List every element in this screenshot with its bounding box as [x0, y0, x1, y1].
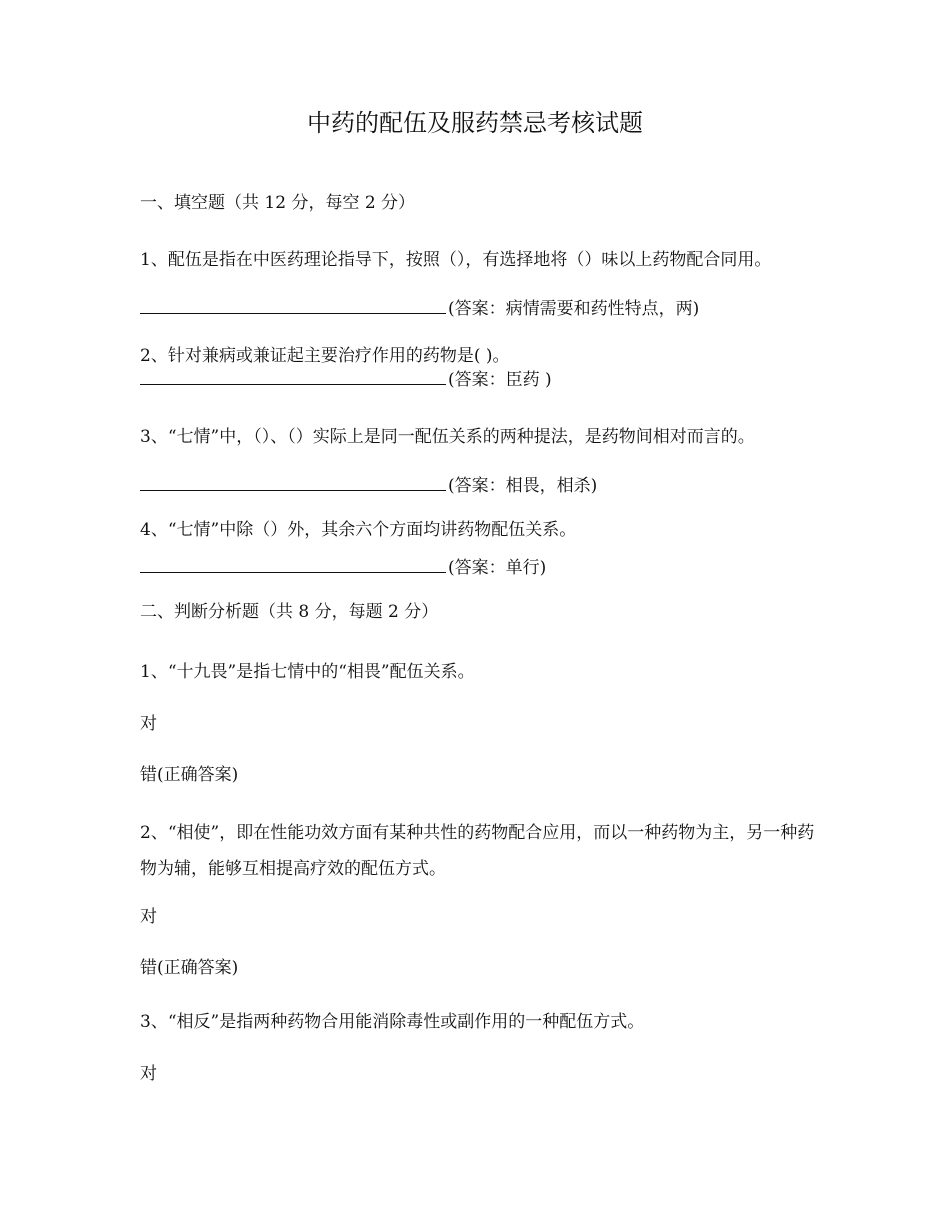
fill-answer-1 — [140, 297, 699, 320]
fill-question-4: 4、“七情”中除（）外，其余六个方面均讲药物配伍关系。 — [140, 520, 577, 540]
judge-option-1-true[interactable]: 对 — [140, 714, 157, 734]
fill-answer-4-text: (答案：单行) — [448, 558, 547, 578]
answer-blank — [140, 368, 446, 385]
fill-answer-2 — [140, 368, 552, 391]
section2-heading: 二、判断分析题（共 8 分，每题 2 分） — [140, 602, 439, 622]
judge-question-3: 3、“相反”是指两种药物合用能消除毒性或副作用的一种配伍方式。 — [140, 1012, 645, 1032]
fill-question-1: 1、配伍是指在中医药理论指导下，按照（），有选择地将（）味以上药物配合同用。 — [140, 250, 772, 270]
section1-heading: 一、填空题（共 12 分，每空 2 分） — [140, 193, 416, 213]
fill-answer-1-text: (答案：病情需要和药性特点，两) — [448, 299, 700, 319]
judge-option-1-false[interactable]: 错(正确答案) — [140, 765, 239, 785]
answer-blank — [140, 297, 446, 314]
judge-question-2: 2、“相使”，即在性能功效方面有某种共性的药物配合应用，而以一种药物为主，另一种药物为辅，能够互相提高疗效的配伍方式。 — [140, 823, 815, 879]
fill-answer-3-text: (答案：相畏，相杀) — [448, 476, 598, 496]
fill-answer-3 — [140, 474, 597, 497]
answer-blank — [140, 556, 446, 573]
document-title: 中药的配伍及服药禁忌考核试题 — [307, 109, 643, 137]
judge-option-2-false[interactable]: 错(正确答案) — [140, 958, 239, 978]
fill-answer-4 — [140, 556, 546, 579]
answer-blank — [140, 474, 446, 491]
fill-question-3: 3、“七情”中，（）、（）实际上是同一配伍关系的两种提法，是药物间相对而言的。 — [140, 427, 755, 447]
fill-answer-2-text: (答案：臣药 ) — [448, 370, 552, 390]
judge-question-1: 1、“十九畏”是指七情中的“相畏”配伍关系。 — [140, 662, 475, 682]
judge-option-2-true[interactable]: 对 — [140, 907, 157, 927]
judge-option-3-true[interactable]: 对 — [140, 1064, 157, 1084]
fill-question-2: 2、针对兼病或兼证起主要治疗作用的药物是( )。 — [140, 346, 510, 366]
